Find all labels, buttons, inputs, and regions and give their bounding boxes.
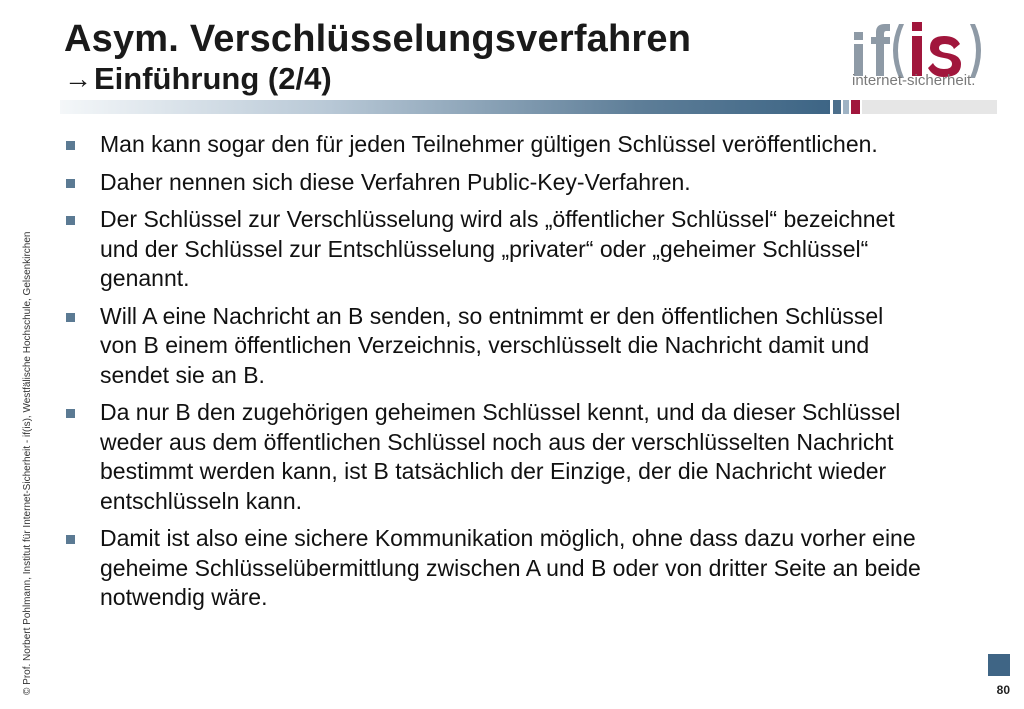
divider-square <box>833 100 841 114</box>
list-item <box>64 130 924 160</box>
copyright-vertical: © Prof. Norbert Pohlmann, Institut für Internet-Sicherheit - if(is), Westfälische Hochschule, Gelsenkirchen <box>22 231 33 695</box>
bullet-square-icon <box>66 179 75 188</box>
list-item-text: Daher nennen sich diese Verfahren Public-Key-Verfahren. <box>100 168 691 195</box>
list-item <box>64 168 924 198</box>
list-item-text: Damit ist also eine sichere Kommunikation möglich, ohne dass dazu vorher eine geheime Schlüsselübermittlung zwischen A und B oder von dritter Seite an beide notwendig wäre. <box>100 525 921 610</box>
list-item-text: Der Schlüssel zur Verschlüsselung wird als „öffentlicher Schlüssel“ bezeichnet und der Schlüssel zur Entschlüsselung „privater“ oder „geheimer Schlüssel“ genannt. <box>100 206 895 291</box>
bullet-square-icon <box>66 409 75 418</box>
list-item <box>64 302 924 391</box>
arrow-right-icon: → <box>64 63 92 94</box>
title-divider <box>60 100 997 114</box>
list-item <box>64 398 924 516</box>
corner-square <box>988 654 1010 676</box>
divider-gradient <box>60 100 830 114</box>
list-item-text: Man kann sogar den für jeden Teilnehmer gültigen Schlüssel veröffentlichen. <box>100 131 878 157</box>
bullet-list <box>64 130 924 621</box>
bullet-square-icon <box>66 313 75 322</box>
bullet-square-icon <box>66 141 75 150</box>
list-item-text: Da nur B den zugehörigen geheimen Schlüssel kennt, und da dieser Schlüssel weder aus dem öffentlichen Schlüssel noch aus der verschlüsselten Nachricht bestimmt werden kann, ist B tatsächlich der Einzige, der die Nachricht wieder entschlüsseln kann. <box>100 399 901 514</box>
divider-square <box>843 100 849 114</box>
bullet-square-icon <box>66 216 75 225</box>
list-item <box>64 205 924 294</box>
title-sub-text: Einführung (2/4) <box>94 61 332 96</box>
divider-light <box>862 100 997 114</box>
list-item-text: Will A eine Nachricht an B senden, so entnimmt er den öffentlichen Schlüssel von B einem öffentlichen Verzeichnis, verschlüsselt die Nachricht damit und sendet sie an B. <box>100 302 884 388</box>
list-item <box>64 524 924 613</box>
bullet-square-icon <box>66 535 75 544</box>
logo-caption: internet-sicherheit. <box>852 72 976 89</box>
page-number: 80 <box>996 683 1010 697</box>
slide-title <box>64 18 691 98</box>
title-sub <box>64 60 691 98</box>
divider-square-red <box>851 100 860 114</box>
title-main: Asym. Verschlüsselungsverfahren <box>64 18 692 60</box>
